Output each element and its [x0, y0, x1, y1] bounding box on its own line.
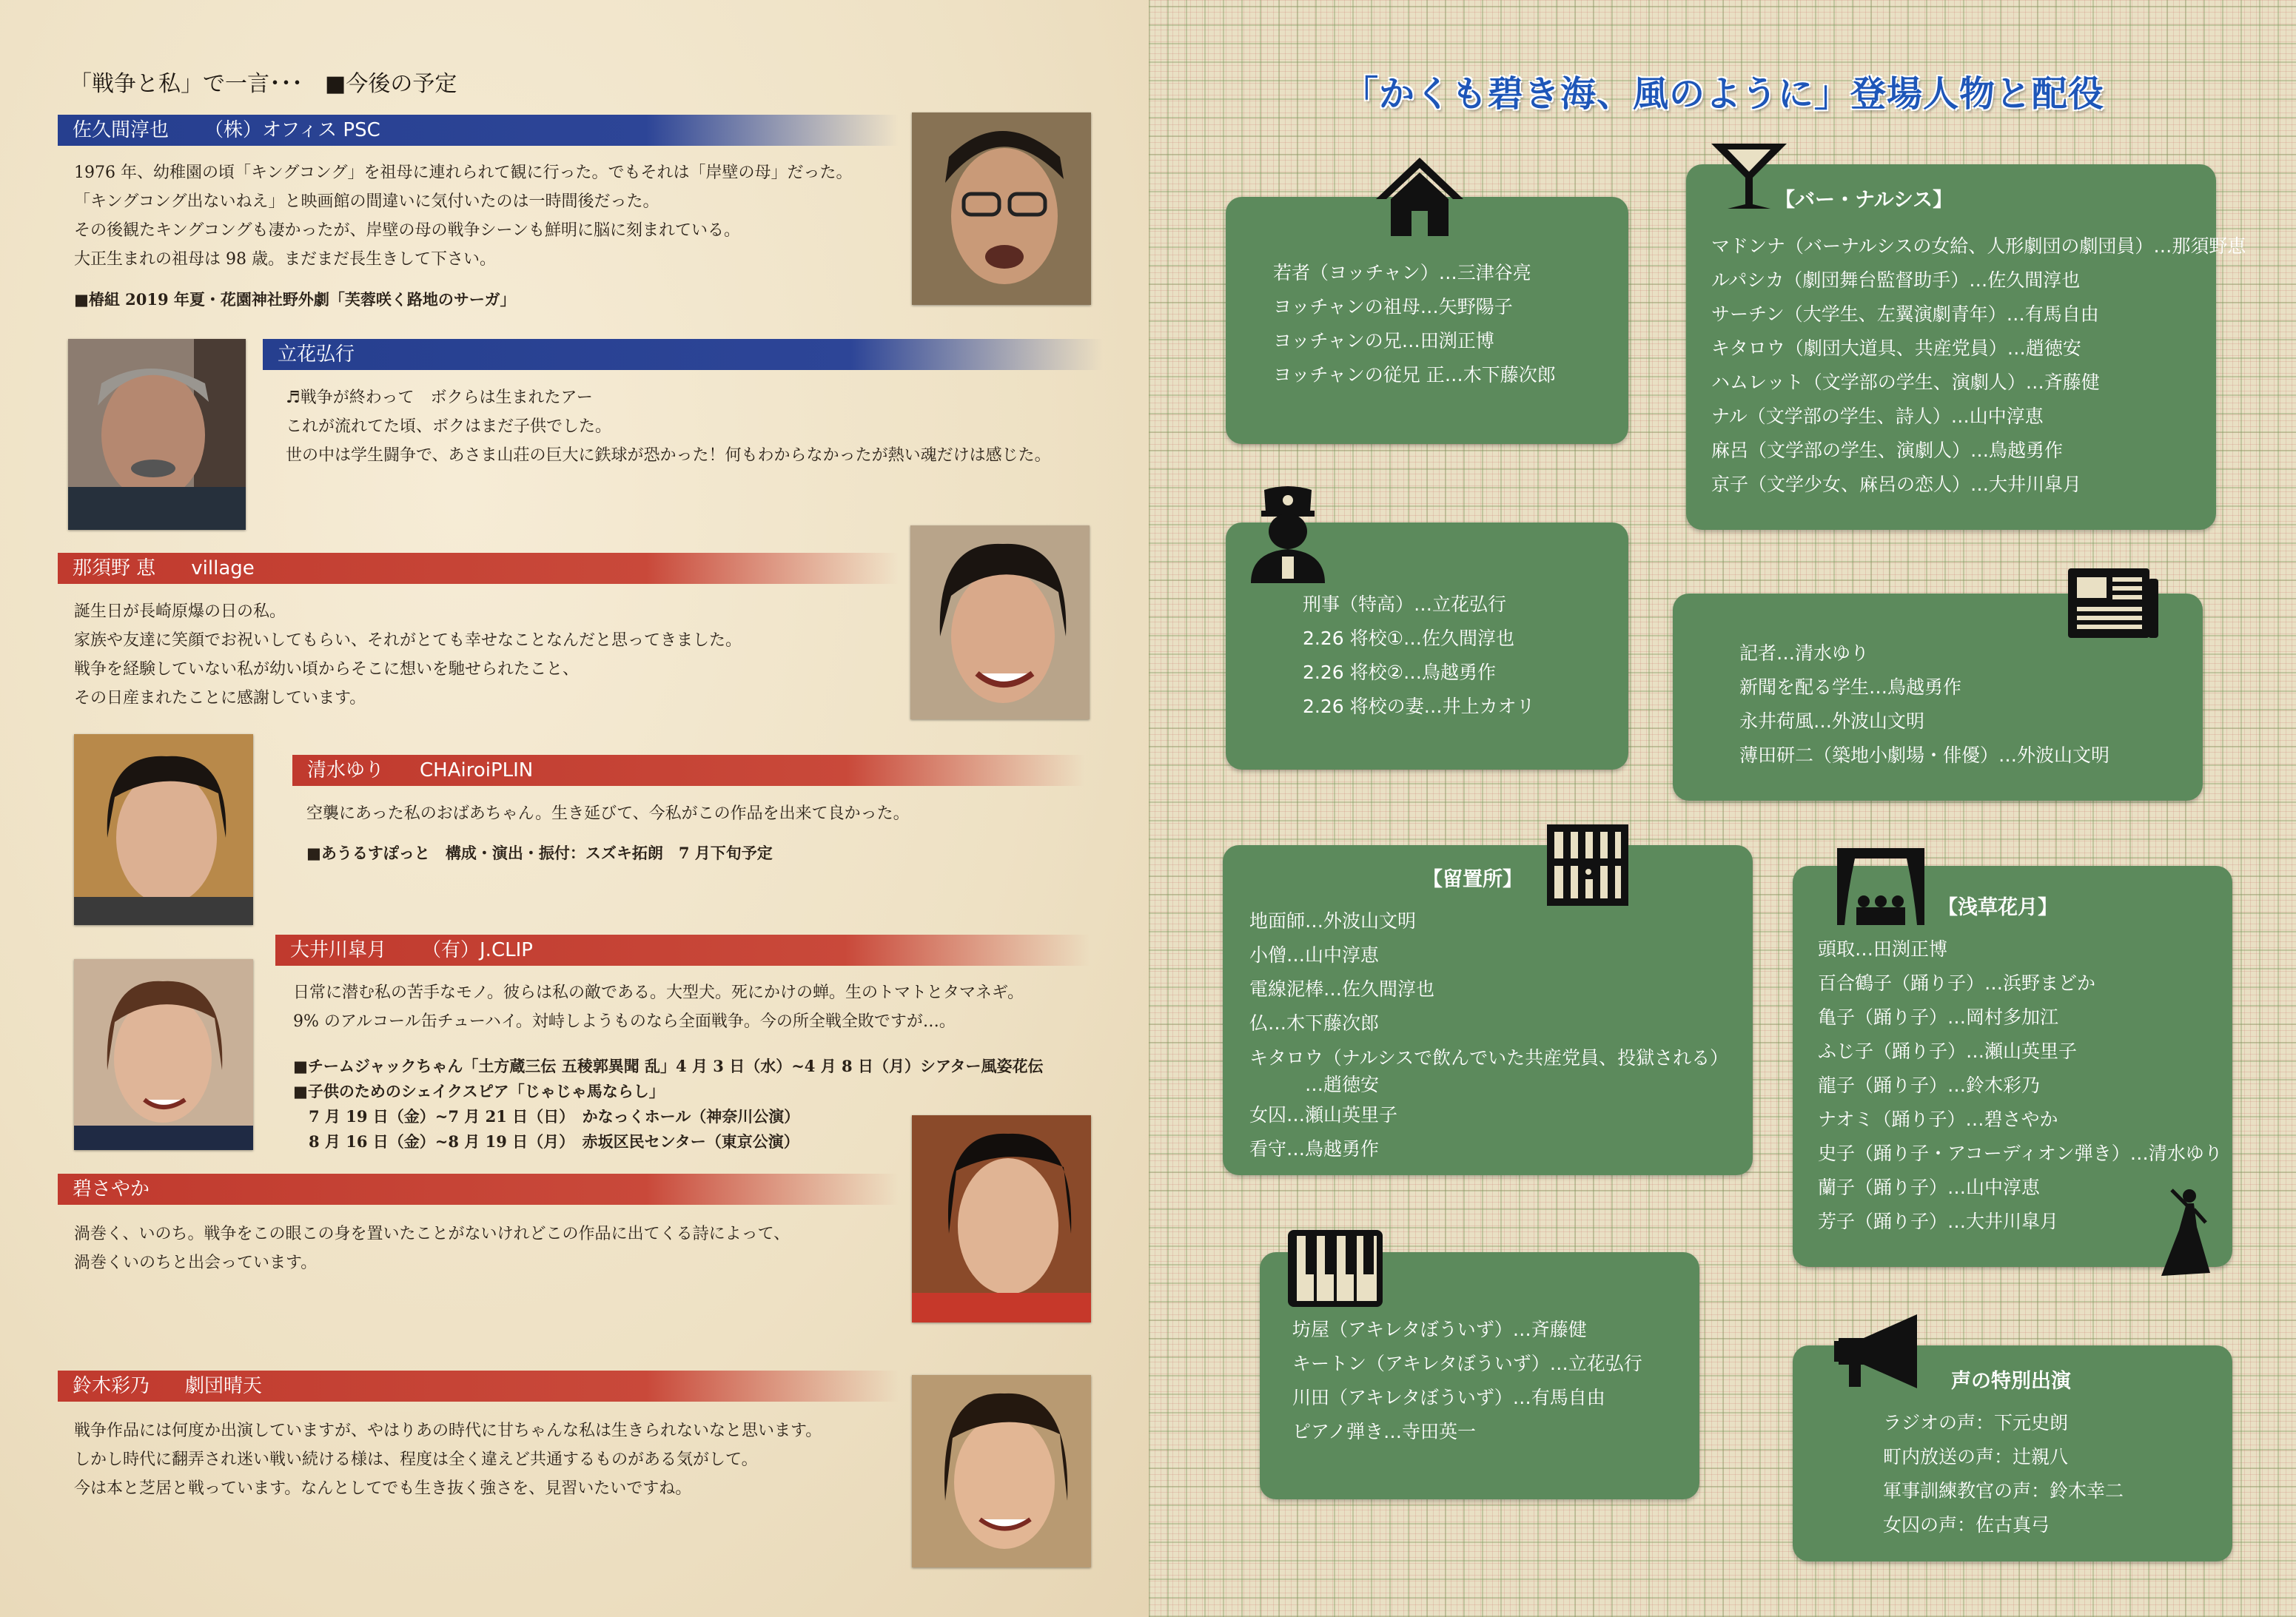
cast-item: ふじ子（踊り子）…瀬山英里子: [1818, 1041, 2078, 1062]
cocktail-glass-icon: [1708, 139, 1790, 213]
jail-icon: [1544, 821, 1631, 909]
cast-box-jail: [1223, 845, 1753, 1175]
comment-line: 戦争を経験していない私が幼い頃からそこに想いを馳せられたこと、: [74, 660, 580, 679]
name-bar-nasuno: [58, 553, 899, 584]
cast-item: 町内放送の声：辻親八: [1883, 1446, 2069, 1468]
name-label: 立花弘行: [278, 343, 355, 366]
comment-line: 大正生まれの祖母は 98 歳。まだまだ長生きして下さい。: [74, 250, 496, 269]
name-bar-suzuki: [58, 1371, 899, 1402]
name-bar-shimizu: [292, 755, 1084, 786]
cast-item: 龍子（踊り子）…鈴木彩乃: [1818, 1075, 2041, 1096]
comment-line: 1976 年、幼稚園の頃「キングコング」を祖母に連れられて観に行った。でもそれは「岸壁の母」だった。: [74, 164, 853, 182]
right-page: [1149, 0, 2296, 1617]
cast-item: 2.26 将校①…佐久間淳也: [1303, 628, 1515, 649]
comment-line: 戦争作品には何度か出演していますが、やはりあの時代に甘ちゃんな私は生きられないなと思います。: [74, 1422, 822, 1440]
portrait-photo-tachibana: [68, 339, 246, 530]
comment-text-nasuno: [74, 597, 742, 713]
name-label: 佐久間淳也: [73, 119, 169, 141]
comment-line: 日常に潜む私の苦手なモノ。彼らは私の敵である。大型犬。死にかけの蝉。生のトマトとタマネギ。: [293, 984, 1024, 1002]
comment-text-sakuma: [74, 158, 852, 274]
cast-item: 坊屋（アキレタぼういず）…斉藤健: [1292, 1319, 1587, 1340]
portrait-photo-suzuki: [912, 1375, 1091, 1567]
section-header: 「戦争と私」で一言･･･ ■今後の予定: [70, 71, 457, 97]
name-bar-sakuma: [58, 115, 899, 146]
cast-item: 京子（文学少女、麻呂の恋人）…大井川皐月: [1711, 474, 2082, 495]
cast-item: 頭取…田渕正博: [1818, 938, 1948, 960]
comment-line: その後観たキングコングも凄かったが、岸壁の母の戦争シーンも鮮明に脳に刻まれている。: [74, 221, 741, 240]
house-icon: [1373, 153, 1466, 241]
portrait-photo-sakuma: [912, 112, 1091, 305]
comment-line: しかし時代に翻弄され迷い戦い続ける様は、程度は全く違えど共通するものがある気がして。: [74, 1450, 758, 1469]
comment-text-aoi: [74, 1220, 790, 1277]
name-bar-aoi: [58, 1174, 899, 1205]
cast-item: ナル（文学部の学生、詩人）…山中淳恵: [1711, 406, 2044, 427]
cast-item: 新聞を配る学生…鳥越勇作: [1739, 676, 1962, 698]
cast-title: 「かくも碧き海、風のように」登場人物と配役: [1343, 73, 2105, 115]
schedule-note: ■子供のためのシェイクスピア「じゃじゃ馬ならし」: [293, 1082, 665, 1100]
cast-item: 亀子（踊り子）…岡村多加江: [1818, 1006, 2059, 1028]
schedule-note: 8 月 16 日（金）~8 月 19 日（月） 赤坂区民センター（東京公演）: [293, 1132, 799, 1151]
comment-text-ooigawa: [293, 978, 1024, 1036]
cast-item: 永井荷風…外波山文明: [1739, 710, 1925, 732]
cast-item: 電線泥棒…佐久間淳也: [1249, 978, 1435, 1000]
cast-item: 芳子（踊り子）…大井川皐月: [1818, 1211, 2059, 1232]
cast-item: 川田（アキレタぼういず）…有馬自由: [1292, 1387, 1605, 1408]
piano-keys-icon: [1286, 1228, 1384, 1308]
cast-item: サーチン（大学生、左翼演劇青年）…有馬自由: [1711, 303, 2099, 325]
cast-item: 薄田研二（築地小劇場・俳優）…外波山文明: [1739, 744, 2110, 766]
cast-item: ルパシカ（劇団舞台監督助手）…佐久間淳也: [1711, 269, 2081, 291]
comment-line: 空襲にあった私のおばあちゃん。生き延びて、今私がこの作品を出来て良かった。: [306, 804, 910, 823]
cast-item: マドンナ（バーナルシスの女給、人形劇団の劇団員）…那須野恵: [1711, 235, 2246, 257]
cast-item: ハムレット（文学部の学生、演劇人）…斉藤健: [1711, 372, 2100, 393]
comment-line: 「キングコング出ないねえ」と映画館の間違いに気付いたのは一時間後だった。: [74, 192, 659, 211]
cast-item: ナオミ（踊り子）…碧さやか: [1818, 1109, 2058, 1130]
box-title: 声の特別出演: [1951, 1370, 2071, 1393]
cast-item: 地面師…外波山文明: [1249, 910, 1417, 932]
cast-item: 女囚の声：佐古真弓: [1883, 1514, 2050, 1536]
cast-item: キタロウ（劇団大道具、共産党員）…趙徳安: [1711, 337, 2081, 359]
cast-item: 若者（ヨッチャン）…三津谷亮: [1273, 262, 1531, 283]
comment-line: 家族や友達に笑顔でお祝いしてもらい、それがとても幸せなことなんだと思ってきました。: [74, 631, 742, 650]
schedule-note: 7 月 19 日（金）~7 月 21 日（日） かなっくホール（神奈川公演）: [293, 1107, 800, 1126]
affiliation-label: village: [191, 557, 255, 579]
comment-line: 世の中は学生闘争で、あさま山荘の巨大に鉄球が恐かった！何もわからなかったが熱い魂だけは感じた。: [286, 446, 1051, 465]
cast-item: ピアノ弾き…寺田英一: [1292, 1421, 1477, 1442]
name-label: 碧さやか: [73, 1178, 150, 1200]
cast-item: 仏…木下藤次郎: [1249, 1012, 1380, 1034]
comment-text-suzuki: [74, 1416, 822, 1503]
portrait-photo-shimizu: [74, 734, 253, 925]
portrait-photo-ooigawa: [74, 959, 253, 1150]
dancer-icon: [2157, 1186, 2213, 1282]
affiliation-label: （有）J.CLIP: [422, 939, 533, 961]
megaphone-icon: [1834, 1311, 1923, 1391]
schedule-note: ■チームジャックちゃん「土方蔵三伝 五稜郭異聞 乱」4 月 3 日（水）~4 月 8 日（月）シアター風姿花伝: [293, 1057, 1044, 1075]
name-label: 清水ゆり: [307, 759, 385, 781]
cast-item: 看守…鳥越勇作: [1249, 1138, 1380, 1160]
comment-line: その日産まれたことに感謝しています。: [74, 689, 366, 707]
cast-item: 記者…清水ゆり: [1739, 642, 1870, 664]
comment-line: 9% のアルコール缶チューハイ。対峙しようものなら全面戦争。今の所全戦全敗ですが…。: [293, 1012, 956, 1031]
cast-item: 女囚…瀬山英里子: [1249, 1104, 1398, 1126]
name-bar-tachibana: [263, 339, 1103, 370]
portrait-photo-aoi: [912, 1115, 1091, 1322]
comment-line: 誕生日が長崎原爆の日の私。: [74, 602, 286, 621]
newspaper-icon: [2065, 564, 2161, 641]
box-title: 【バー・ナルシス】: [1775, 189, 1953, 212]
box-title: 【留置所】: [1423, 868, 1523, 891]
comment-line: 今は本と芝居と戦っています。なんとしてでも生き抜く強さを、見習いたいですね。: [74, 1479, 692, 1498]
name-label: 大井川皐月: [290, 939, 387, 961]
cast-item: キタロウ（ナルシスで飲んでいた共産党員、投獄される）: [1249, 1047, 1729, 1069]
affiliation-label: 劇団晴天: [185, 1375, 263, 1397]
cast-item: 麻呂（文学部の学生、演劇人）…鳥越勇作: [1711, 440, 2064, 461]
affiliation-label: （株）オフィス PSC: [204, 119, 380, 141]
police-officer-icon: [1248, 483, 1328, 583]
name-bar-ooigawa: [275, 935, 1090, 966]
cast-item: ヨッチャンの祖母…矢野陽子: [1273, 296, 1513, 317]
cast-item: ヨッチャンの兄…田渕正博: [1273, 330, 1494, 352]
cast-item: 2.26 将校②…鳥越勇作: [1303, 662, 1497, 683]
name-label: 那須野 恵: [73, 557, 156, 579]
cast-item: ヨッチャンの従兄 正…木下藤次郎: [1273, 364, 1556, 386]
cast-item: 蘭子（踊り子）…山中淳恵: [1818, 1177, 2041, 1198]
comment-text-tachibana: [286, 383, 1051, 470]
box-title: 【浅草花月】: [1938, 896, 2058, 919]
cast-item: 刑事（特高）…立花弘行: [1303, 594, 1507, 615]
schedule-note: ■あうるすぽっと 構成・演出・振付：スズキ拓朗 7 月下旬予定: [306, 844, 773, 862]
cast-item: ラジオの声：下元史朗: [1883, 1412, 2069, 1433]
cast-item: キートン（アキレタぼういず）…立花弘行: [1292, 1353, 1642, 1374]
cast-box-bar-narcissus: [1686, 164, 2246, 530]
comment-line: これが流れてた頃、ボクはまだ子供でした。: [286, 417, 612, 436]
cast-item: 小僧…山中淳恵: [1249, 944, 1380, 966]
schedule-note: ■椿組 2019 年夏・花園神社野外劇「芙蓉咲く路地のサーガ」: [74, 290, 516, 309]
theater-stage-icon: [1837, 848, 1924, 925]
comment-line: 渦巻く、いのち。戦争をこの眼この身を置いたことがないけれどこの作品に出てくる詩によって、: [74, 1225, 790, 1243]
portrait-photo-nasuno: [910, 525, 1090, 719]
affiliation-label: CHAiroiPLIN: [420, 759, 534, 781]
cast-item: 百合鶴子（踊り子）…浜野まどか: [1818, 972, 2096, 994]
cast-item: …趙徳安: [1249, 1074, 1380, 1095]
cast-item: 2.26 将校の妻…井上カオリ: [1303, 696, 1535, 717]
comment-text-shimizu: [306, 799, 910, 828]
comment-line: ♬戦争が終わって ボクらは生まれたアー: [286, 389, 593, 407]
cast-item: 軍事訓練教官の声：鈴木幸二: [1883, 1480, 2124, 1502]
cast-item: 史子（踊り子・アコーディオン弾き）…清水ゆり: [1818, 1143, 2223, 1164]
comment-line: 渦巻くいのちと出会っています。: [74, 1254, 318, 1272]
name-label: 鈴木彩乃: [73, 1375, 150, 1397]
